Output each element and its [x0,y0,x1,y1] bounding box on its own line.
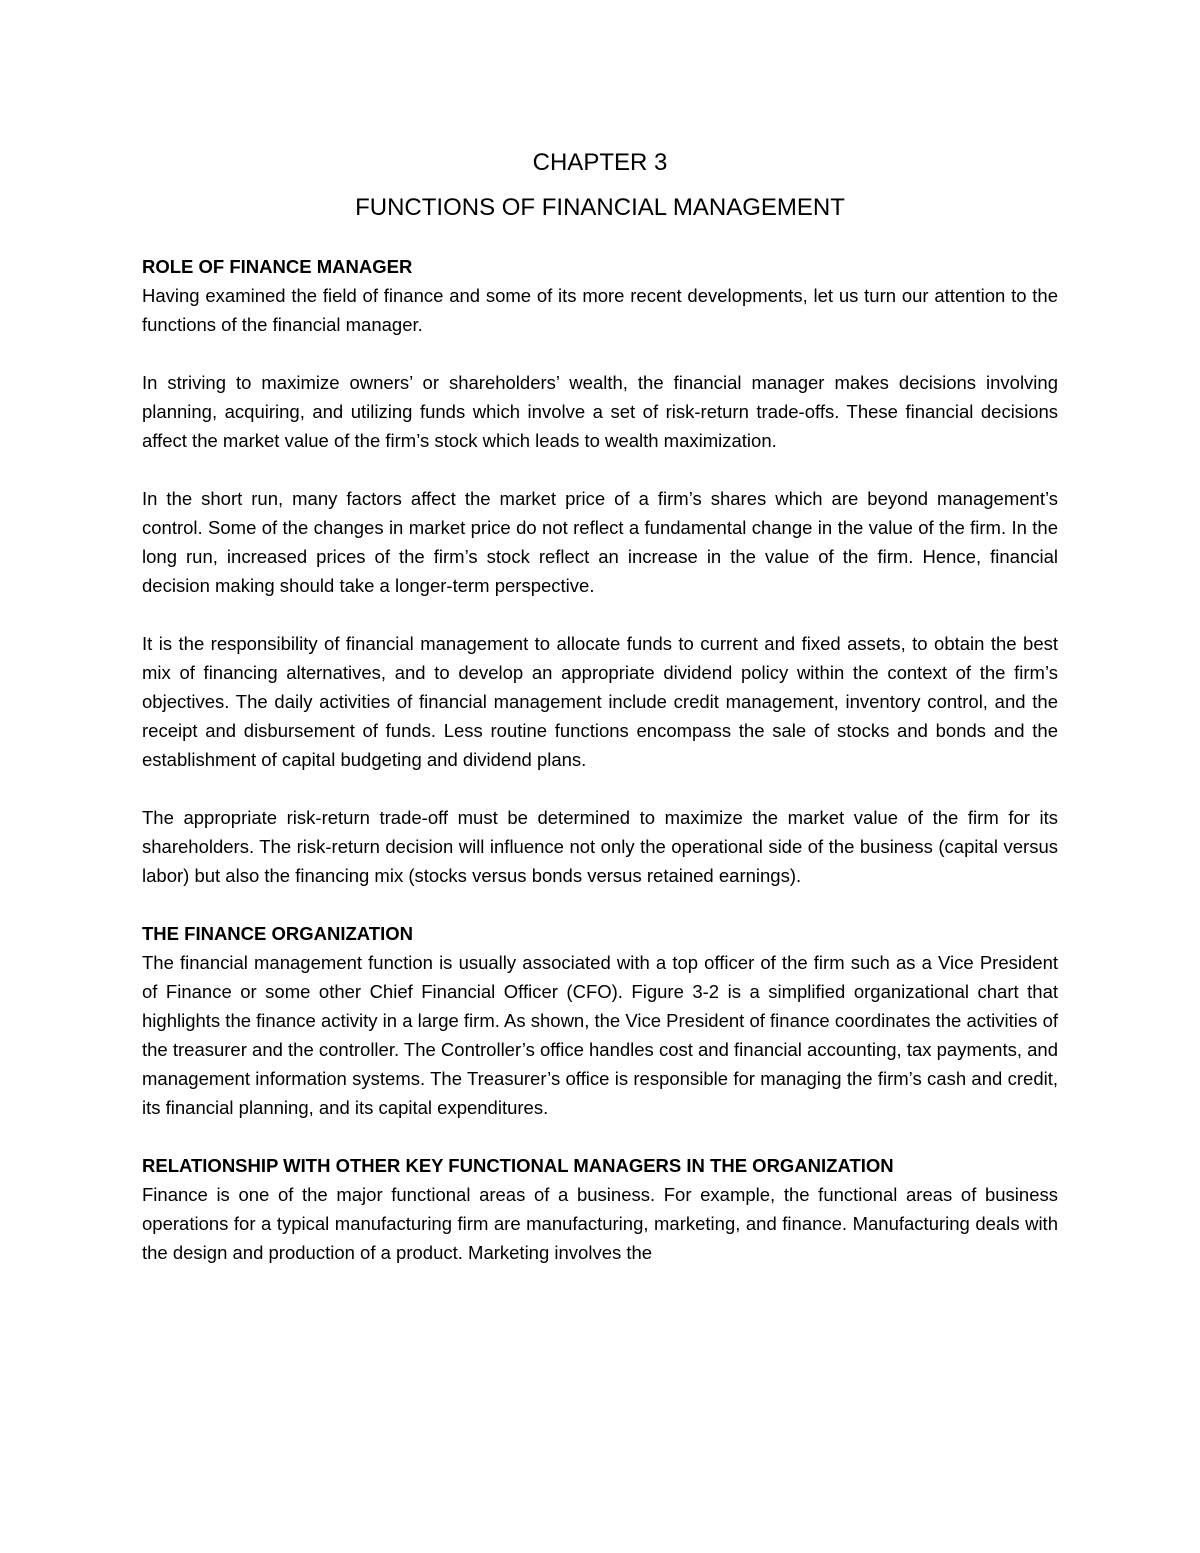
section-role-of-finance-manager [142,252,1058,890]
paragraph: It is the responsibility of financial management to allocate funds to current and fixed assets, to obtain the best mix of financing alternatives, and to develop an appropriate dividend policy within the context of the firm’s objectives. The daily activities of financial management include credit management, inventory control, and the receipt and disbursement of funds. Less routine functions encompass the sale of stocks and bonds and the establishment of capital budgeting and dividend plans. [142,633,1058,770]
title-block [142,140,1058,230]
document-page [142,140,1058,1267]
paragraph: In the short run, many factors affect the market price of a firm’s shares which are beyond management’s control. Some of the changes in market price do not reflect a fundamental change in the value of the firm. In the long run, increased prices of the firm’s stock reflect an increase in the value of the firm. Hence, financial decision making should take a longer-term perspective. [142,488,1058,596]
paragraph: The financial management function is usually associated with a top officer of the firm such as a Vice President of Finance or some other Chief Financial Officer (CFO). Figure 3-2 is a simplified organizational chart that highlights the finance activity in a large firm. As shown, the Vice President of finance coordinates the activities of the treasurer and the controller. The Controller’s office handles cost and financial accounting, tax payments, and management information systems. The Treasurer’s office is responsible for managing the firm’s cash and credit, its financial planning, and its capital expenditures. [142,952,1058,1118]
section-heading: THE FINANCE ORGANIZATION [142,923,413,944]
section-heading: RELATIONSHIP WITH OTHER KEY FUNCTIONAL MANAGERS IN THE ORGANIZATION [142,1155,894,1176]
section-finance-organization [142,919,1058,1122]
paragraph: The appropriate risk-return trade-off must be determined to maximize the market value of the firm for its shareholders. The risk-return decision will influence not only the operational side of the business (capital versus labor) but also the financing mix (stocks versus bonds versus retained earnings). [142,807,1058,886]
chapter-title: FUNCTIONS OF FINANCIAL MANAGEMENT [355,194,845,221]
section-heading: ROLE OF FINANCE MANAGER [142,256,413,277]
paragraph: In striving to maximize owners’ or shareholders’ wealth, the financial manager makes decisions involving planning, acquiring, and utilizing funds which involve a set of risk-return trade-offs. These financial decisions affect the market value of the firm’s stock which leads to wealth maximization. [142,372,1058,451]
section-relationship-functional-managers [142,1151,1058,1267]
chapter-number: CHAPTER 3 [532,149,668,176]
paragraph: Having examined the field of finance and some of its more recent developments, let us turn our attention to the functions of the financial manager. [142,285,1058,335]
paragraph: Finance is one of the major functional areas of a business. For example, the functional areas of business operations for a typical manufacturing firm are manufacturing, marketing, and finance. Manufacturing deals with the design and production of a product. Marketing involves the [142,1184,1058,1263]
